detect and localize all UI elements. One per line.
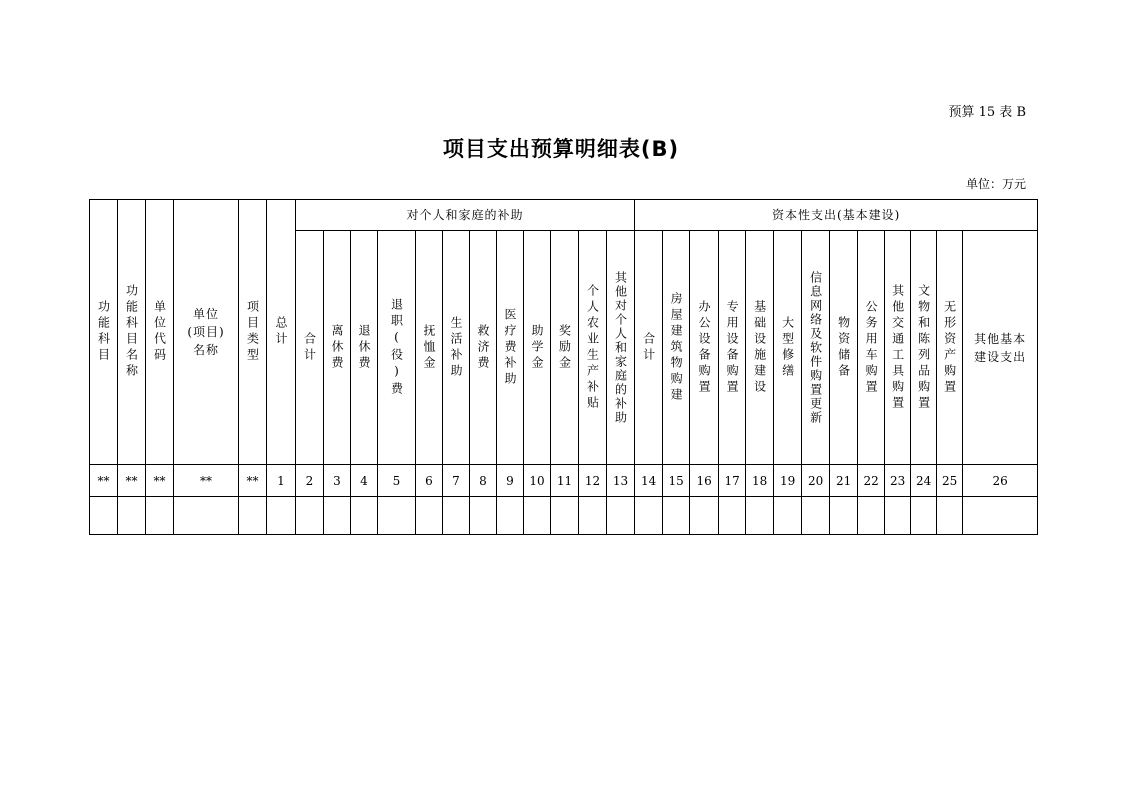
table-cell (690, 497, 719, 535)
table-cell (830, 497, 858, 535)
col-header: 个人农业生产补贴 (579, 231, 607, 465)
table-cell (351, 497, 378, 535)
page-title: 项目支出预算明细表(B) (442, 137, 680, 161)
column-number-cell: 11 (551, 465, 579, 497)
column-number-cell: 2 (296, 465, 324, 497)
table-cell (416, 497, 443, 535)
column-number-cell: 19 (774, 465, 802, 497)
col-header: 救济费 (470, 231, 497, 465)
col-header: 医疗费补助 (497, 231, 524, 465)
column-number-cell: 15 (663, 465, 690, 497)
header-unit-code: 单位代码 (146, 200, 174, 465)
column-number-cell: 16 (690, 465, 719, 497)
column-number-cell: 9 (497, 465, 524, 497)
column-number-cell: 18 (746, 465, 774, 497)
table-cell (663, 497, 690, 535)
table-cell (802, 497, 830, 535)
table-cell (497, 497, 524, 535)
data-row (90, 497, 1038, 535)
col-header: 大型修缮 (774, 231, 802, 465)
table-cell (378, 497, 416, 535)
col-header: 基础设施建设 (746, 231, 774, 465)
column-number-cell: 14 (635, 465, 663, 497)
unit-label: 单位：万元 (965, 177, 1026, 191)
column-number-cell: 24 (911, 465, 937, 497)
col-header: 退休费 (351, 231, 378, 465)
col-header: 无形资产购置 (937, 231, 963, 465)
col-header: 其他基本建设支出 (963, 231, 1038, 465)
table-cell (635, 497, 663, 535)
column-number-cell: 7 (443, 465, 470, 497)
table-cell (963, 497, 1038, 535)
column-number-cell: 8 (470, 465, 497, 497)
col-header: 物资储备 (830, 231, 858, 465)
group-header-personal-family-subsidy: 对个人和家庭的补助 (296, 200, 635, 231)
col-header: 其他交通工具购置 (885, 231, 911, 465)
table-cell (579, 497, 607, 535)
group-header-capital-expenditure: 资本性支出(基本建设) (635, 200, 1038, 231)
column-number-cell: 17 (719, 465, 746, 497)
header-function-subject-name: 功能科目名称 (118, 200, 146, 465)
col-header: 房屋建筑物购建 (663, 231, 690, 465)
column-number-cell: 10 (524, 465, 551, 497)
table-cell (607, 497, 635, 535)
table-cell (774, 497, 802, 535)
table-cell (239, 497, 267, 535)
column-number-cell: 12 (579, 465, 607, 497)
column-number-cell: 5 (378, 465, 416, 497)
col-header: 公务用车购置 (858, 231, 885, 465)
col-header: 合计 (635, 231, 663, 465)
col-header: 抚恤金 (416, 231, 443, 465)
col-header: 办公设备购置 (690, 231, 719, 465)
header-unit-name: 单位(项目)名称 (174, 200, 239, 465)
column-number-cell: 25 (937, 465, 963, 497)
column-number-cell: 3 (324, 465, 351, 497)
table-cell (296, 497, 324, 535)
col-header: 合计 (296, 231, 324, 465)
header-function-subject: 功能科目 (90, 200, 118, 465)
table-cell (937, 497, 963, 535)
col-header: 退职(役)费 (378, 231, 416, 465)
col-header: 奖励金 (551, 231, 579, 465)
form-code: 预算 15 表 B (948, 105, 1026, 120)
column-number-cell: 13 (607, 465, 635, 497)
table-cell (267, 497, 296, 535)
column-number-cell: ** (146, 465, 174, 497)
table-cell (118, 497, 146, 535)
column-number-cell: ** (118, 465, 146, 497)
column-number-cell: 26 (963, 465, 1038, 497)
table-cell (719, 497, 746, 535)
column-number-cell: ** (174, 465, 239, 497)
col-header: 离休费 (324, 231, 351, 465)
column-number-cell: 22 (858, 465, 885, 497)
col-header: 生活补助 (443, 231, 470, 465)
table-cell (146, 497, 174, 535)
col-header: 信息网络及软件购置更新 (802, 231, 830, 465)
column-number-cell: 1 (267, 465, 296, 497)
col-header: 其他对个人和家庭的补助 (607, 231, 635, 465)
col-header: 专用设备购置 (719, 231, 746, 465)
header-total: 总计 (267, 200, 296, 465)
col-header: 助学金 (524, 231, 551, 465)
column-number-cell: 4 (351, 465, 378, 497)
table-cell (90, 497, 118, 535)
table-cell (174, 497, 239, 535)
table-cell (551, 497, 579, 535)
column-number-cell: ** (90, 465, 118, 497)
table-cell (324, 497, 351, 535)
table-cell (470, 497, 497, 535)
column-number-cell: 23 (885, 465, 911, 497)
header-project-type: 项目类型 (239, 200, 267, 465)
table-cell (858, 497, 885, 535)
column-number-cell: 20 (802, 465, 830, 497)
column-number-cell: 6 (416, 465, 443, 497)
budget-table (89, 199, 1038, 535)
column-number-row (90, 465, 1038, 497)
table-cell (524, 497, 551, 535)
column-number-cell: 21 (830, 465, 858, 497)
column-number-cell: ** (239, 465, 267, 497)
table-cell (885, 497, 911, 535)
table-cell (443, 497, 470, 535)
table-cell (911, 497, 937, 535)
col-header: 文物和陈列品购置 (911, 231, 937, 465)
table-cell (746, 497, 774, 535)
